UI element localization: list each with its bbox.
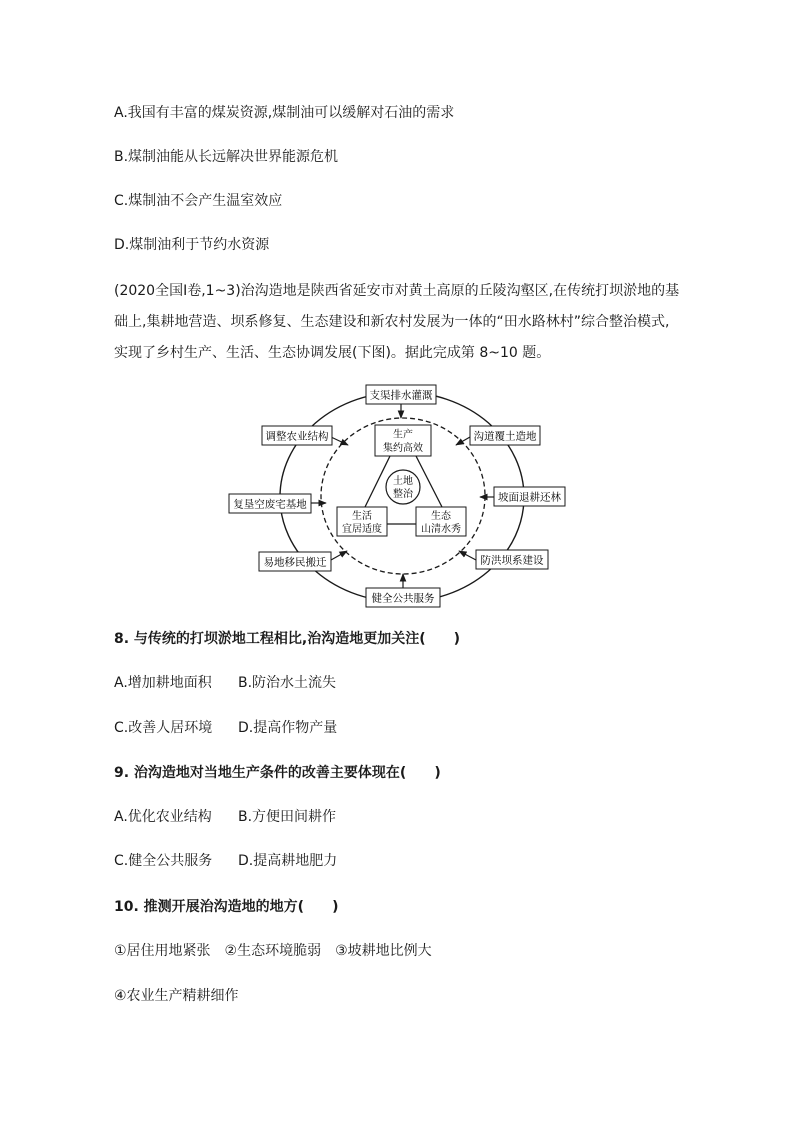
svg-text:土地: 土地	[393, 476, 413, 487]
outer-box-top-left	[262, 426, 332, 445]
intro-line-1: (2020全国Ⅰ卷,1~3)治沟造地是陕西省延安市对黄土高原的丘陵沟壑区,在传统打坝淤地的基	[114, 283, 680, 299]
land-consolidation-diagram	[228, 378, 568, 610]
svg-text:易地移民搬迁: 易地移民搬迁	[263, 556, 327, 569]
q9-option-c[interactable]: C.健全公共服务	[114, 853, 213, 869]
outer-box-top	[366, 385, 436, 404]
question-9-stem: 9. 治沟造地对当地生产条件的改善主要体现在( )	[114, 765, 441, 781]
option-a: A.我国有丰富的煤炭资源,煤制油可以缓解对石油的需求	[114, 105, 455, 121]
q8-option-a[interactable]: A.增加耕地面积	[114, 675, 212, 691]
svg-text:坡面退耕还林: 坡面退耕还林	[498, 491, 561, 504]
option-d: D.煤制油利于节约水资源	[114, 237, 270, 253]
outer-box-left	[229, 494, 311, 513]
q9-option-d[interactable]: D.提高耕地肥力	[238, 853, 338, 869]
option-c: C.煤制油不会产生温室效应	[114, 193, 283, 209]
option-b: B.煤制油能从长远解决世界能源危机	[114, 149, 339, 165]
question-8-stem: 8. 与传统的打坝淤地工程相比,治沟造地更加关注( )	[114, 631, 461, 647]
question-10-options-line-1: ①居住用地紧张 ②生态环境脆弱 ③坡耕地比例大	[114, 943, 432, 959]
svg-text:调整农业结构: 调整农业结构	[265, 430, 329, 443]
q9-option-b[interactable]: B.方便田间耕作	[238, 809, 337, 825]
question-9-row-1	[114, 807, 414, 827]
svg-text:整治: 整治	[393, 489, 413, 500]
q8-option-c[interactable]: C.改善人居环境	[114, 720, 213, 736]
svg-text:生活: 生活	[352, 511, 372, 522]
svg-text:健全公共服务: 健全公共服务	[371, 592, 435, 605]
question-10-stem: 10. 推测开展治沟造地的地方( )	[114, 899, 339, 915]
svg-text:宜居适度: 宜居适度	[342, 524, 382, 535]
svg-text:复垦空废宅基地: 复垦空废宅基地	[233, 498, 307, 511]
question-8-row-1	[114, 673, 414, 693]
inner-box-living	[337, 507, 387, 536]
outer-box-bottom	[366, 588, 440, 607]
question-8-row-2	[114, 718, 414, 738]
inner-box-production	[375, 425, 431, 456]
svg-text:生产: 生产	[393, 429, 413, 441]
outer-box-bottom-right	[476, 550, 548, 569]
q8-option-d[interactable]: D.提高作物产量	[238, 720, 338, 736]
svg-text:集约高效: 集约高效	[383, 443, 423, 454]
q8-option-b[interactable]: B.防治水土流失	[238, 675, 337, 691]
svg-text:支渠排水灌溉: 支渠排水灌溉	[369, 389, 433, 402]
outer-box-bottom-left	[259, 552, 331, 571]
outer-box-right	[494, 487, 565, 506]
intro-line-3: 实现了乡村生产、生活、生态协调发展(下图)。据此完成第 8~10 题。	[114, 345, 551, 361]
svg-text:生态: 生态	[431, 511, 451, 522]
svg-text:沟道覆土造地: 沟道覆土造地	[473, 430, 537, 443]
q9-option-a[interactable]: A.优化农业结构	[114, 809, 212, 825]
svg-text:防洪坝系建设: 防洪坝系建设	[480, 554, 544, 567]
question-9-row-2	[114, 851, 414, 871]
intro-line-2: 础上,集耕地营造、坝系修复、生态建设和新农村发展为一体的“田水路林村”综合整治模式,	[114, 314, 670, 330]
svg-text:山清水秀: 山清水秀	[421, 524, 461, 535]
question-10-options-line-2: ④农业生产精耕细作	[114, 988, 239, 1004]
inner-box-ecology	[416, 507, 466, 536]
outer-box-top-right	[470, 426, 540, 445]
